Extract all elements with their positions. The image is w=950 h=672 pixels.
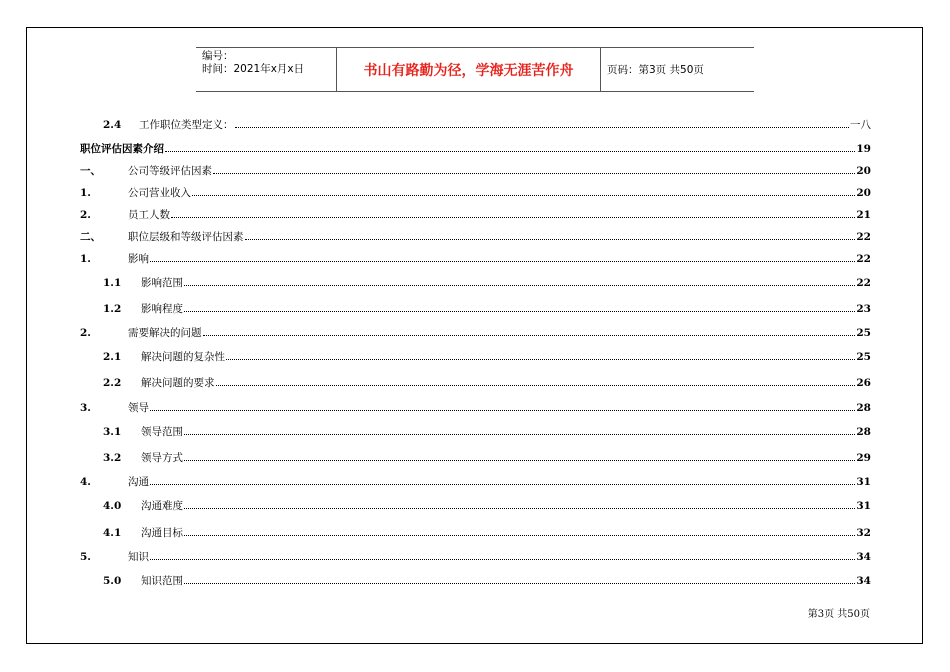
toc-leader xyxy=(171,216,855,218)
toc-number: 4.0 xyxy=(103,500,122,512)
toc-leader xyxy=(184,310,855,312)
toc-leader xyxy=(226,358,855,360)
toc-row[interactable] xyxy=(80,302,871,316)
toc-number: 2. xyxy=(80,209,91,221)
toc-page: 34 xyxy=(856,551,871,563)
toc-row[interactable] xyxy=(80,526,871,540)
toc-number: 2.4 xyxy=(103,119,122,131)
toc-row[interactable] xyxy=(80,276,871,290)
toc-page: 20 xyxy=(856,165,871,177)
header-slogan: 书山有路勤为径，学海无涯苦作舟 xyxy=(337,48,601,91)
toc-page: 29 xyxy=(856,452,871,464)
toc-title: 领导方式 xyxy=(141,452,183,464)
page-footer: 第3页 共50页 xyxy=(807,609,870,620)
toc-title: 影响 xyxy=(128,253,149,265)
toc-number: 5.0 xyxy=(103,575,122,587)
toc-page: 34 xyxy=(856,575,871,587)
toc-row[interactable] xyxy=(80,208,871,222)
toc-title: 领导 xyxy=(128,402,149,414)
toc-row[interactable] xyxy=(80,186,871,200)
toc-leader xyxy=(203,334,856,336)
toc-leader xyxy=(184,433,855,435)
toc-row[interactable] xyxy=(80,475,871,489)
toc-number: 1.1 xyxy=(103,277,122,289)
toc-number: 1. xyxy=(80,187,91,199)
toc-title: 工作职位类型定义： xyxy=(139,119,234,131)
toc-number: 2.2 xyxy=(103,377,122,389)
toc-leader xyxy=(150,483,855,485)
toc-title: 沟通难度 xyxy=(141,500,183,512)
toc-page: 25 xyxy=(856,327,871,339)
header-meta-cell xyxy=(196,48,337,91)
toc-page: 22 xyxy=(856,253,871,265)
toc-title: 知识范围 xyxy=(141,575,183,587)
toc-leader xyxy=(184,534,855,536)
toc-row[interactable] xyxy=(80,118,871,132)
toc-leader xyxy=(184,284,855,286)
toc-leader xyxy=(245,238,856,240)
toc-number: 二、 xyxy=(80,231,101,243)
toc-leader xyxy=(184,507,855,509)
toc-title: 沟通 xyxy=(128,476,149,488)
toc-row[interactable] xyxy=(80,401,871,415)
toc-title: 沟通目标 xyxy=(141,527,183,539)
toc-page: 20 xyxy=(856,187,871,199)
toc-row[interactable] xyxy=(80,376,871,390)
toc-title: 职位层级和等级评估因素 xyxy=(128,231,244,243)
serial-label: 编号： xyxy=(202,50,234,62)
header-page-info: 页码：第3页 共50页 xyxy=(607,64,704,76)
toc-row[interactable] xyxy=(80,499,871,513)
toc-title: 影响程度 xyxy=(141,303,183,315)
toc-row[interactable] xyxy=(80,550,871,564)
toc-page: 28 xyxy=(856,426,871,438)
toc-leader xyxy=(213,172,855,174)
toc-title: 公司营业收入 xyxy=(128,187,191,199)
toc-number: 2.1 xyxy=(103,351,122,363)
toc-leader xyxy=(184,582,855,584)
toc-leader xyxy=(165,150,855,152)
toc-title: 公司等级评估因素 xyxy=(128,165,212,177)
toc-number: 4.1 xyxy=(103,527,122,539)
toc-leader xyxy=(235,126,850,128)
toc-number: 2. xyxy=(80,327,91,339)
toc-page: 32 xyxy=(856,527,871,539)
toc-row[interactable] xyxy=(80,326,871,340)
toc-page: 26 xyxy=(856,377,871,389)
toc-title: 解决问题的复杂性 xyxy=(141,351,225,363)
toc-leader xyxy=(184,459,855,461)
toc-number: 5. xyxy=(80,551,91,563)
toc-page: 21 xyxy=(856,209,871,221)
toc-leader xyxy=(150,409,855,411)
toc-row[interactable] xyxy=(80,230,871,244)
toc-page: 25 xyxy=(856,351,871,363)
toc-title: 领导范围 xyxy=(141,426,183,438)
toc-number: 3.2 xyxy=(103,452,122,464)
toc-row[interactable] xyxy=(80,574,871,588)
toc-number: 3.1 xyxy=(103,426,122,438)
toc-page: 一八 xyxy=(850,119,871,131)
toc-row[interactable] xyxy=(80,425,871,439)
toc-number: 4. xyxy=(80,476,91,488)
page-header xyxy=(196,47,754,92)
toc-row[interactable] xyxy=(80,350,871,364)
toc-title: 知识 xyxy=(128,551,149,563)
toc-title: 需要解决的问题 xyxy=(128,327,202,339)
toc-row[interactable] xyxy=(80,252,871,266)
toc-page: 23 xyxy=(856,303,871,315)
toc-leader xyxy=(150,558,855,560)
toc-leader xyxy=(192,194,855,196)
toc-title: 职位评估因素介绍 xyxy=(80,143,164,155)
toc-title: 员工人数 xyxy=(128,209,170,221)
toc-number: 3. xyxy=(80,402,91,414)
toc-page: 28 xyxy=(856,402,871,414)
toc-title: 影响范围 xyxy=(141,277,183,289)
toc-number: 1.2 xyxy=(103,303,122,315)
date-text: 时间：2021年x月x日 xyxy=(202,63,305,75)
toc-page: 19 xyxy=(856,143,871,155)
toc-leader xyxy=(216,384,856,386)
toc-number: 一、 xyxy=(80,165,101,177)
toc-row[interactable] xyxy=(80,142,871,156)
toc-title: 解决问题的要求 xyxy=(141,377,215,389)
toc-leader xyxy=(150,260,855,262)
toc-page: 22 xyxy=(856,277,871,289)
toc-row[interactable] xyxy=(80,451,871,465)
toc-page: 22 xyxy=(856,231,871,243)
toc-row[interactable] xyxy=(80,164,871,178)
toc-number: 1. xyxy=(80,253,91,265)
toc-page: 31 xyxy=(856,476,871,488)
toc-page: 31 xyxy=(856,500,871,512)
